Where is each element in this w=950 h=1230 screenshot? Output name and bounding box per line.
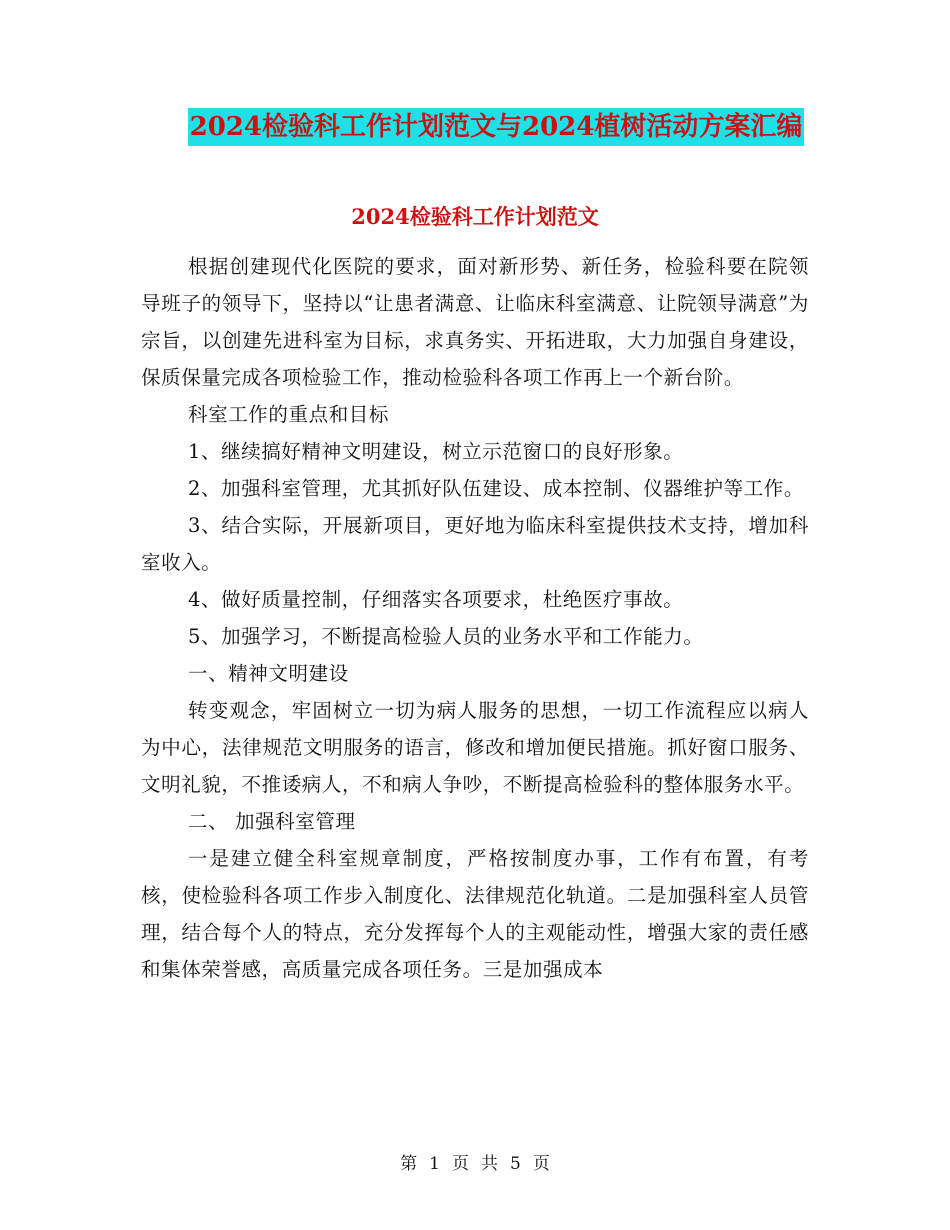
footer-page-label: 第	[400, 1154, 418, 1174]
paragraph-management: 一是建立健全科室规章制度，严格按制度办事，工作有布置，有考核，使检验科各项工作步入制度化、法律规范化轨道。二是加强科室人员管理，结合每个人的特点，充分发挥每个人的主观能动性，增强大家的责任感和集体荣誉感，高质量完成各项任务。三是加强成本	[141, 847, 809, 981]
footer-page-unit: 页	[452, 1154, 469, 1174]
footer-total-label: 共	[481, 1154, 498, 1174]
paragraph-goal-3: 3、结合实际，开展新项目，更好地为临床科室提供技术支持，增加科室收入。	[141, 514, 809, 574]
document-title-container	[0, 108, 950, 146]
paragraph-heading-2: 二、 加强科室管理	[188, 810, 356, 833]
paragraph-intro: 根据创建现代化医院的要求，面对新形势、新任务，检验科要在院领导班子的领导下，坚持以“让患者满意、让临床科室满意、让院领导满意”为宗旨，以创建先进科室为目标，求真务实、开拓进取，大力加强自身建设，保质保量完成各项检验工作，推动检验科各项工作再上一个新台阶。	[141, 255, 809, 389]
paragraph-goal-5: 5、加强学习，不断提高检验人员的业务水平和工作能力。	[188, 625, 704, 648]
paragraph-goal-2: 2、加强科室管理，尤其抓好队伍建设、成本控制、仪器维护等工作。	[188, 477, 805, 500]
paragraph-goal-1: 1、继续搞好精神文明建设，树立示范窗口的良好形象。	[188, 440, 684, 463]
page-footer	[0, 1152, 950, 1176]
section-title: 2024检验科工作计划范文	[351, 204, 599, 229]
paragraph-spiritual: 转变观念，牢固树立一切为病人服务的思想，一切工作流程应以病人为中心，法律规范文明服务的语言，修改和增加便民措施。抓好窗口服务、文明礼貌，不推诿病人，不和病人争吵，不断提高检验科的整体服务水平。	[141, 699, 809, 796]
footer-total-unit: 页	[532, 1154, 550, 1174]
paragraph-heading-goals: 科室工作的重点和目标	[188, 403, 390, 426]
paragraph-heading-1: 一、精神文明建设	[188, 662, 349, 685]
paragraph-goal-4: 4、做好质量控制，仔细落实各项要求，杜绝医疗事故。	[188, 588, 684, 611]
document-title: 2024检验科工作计划范文与2024植树活动方案汇编	[188, 108, 805, 146]
document-body	[141, 248, 809, 988]
footer-total-pages: 5	[510, 1154, 521, 1174]
footer-current-page: 1	[429, 1154, 440, 1174]
